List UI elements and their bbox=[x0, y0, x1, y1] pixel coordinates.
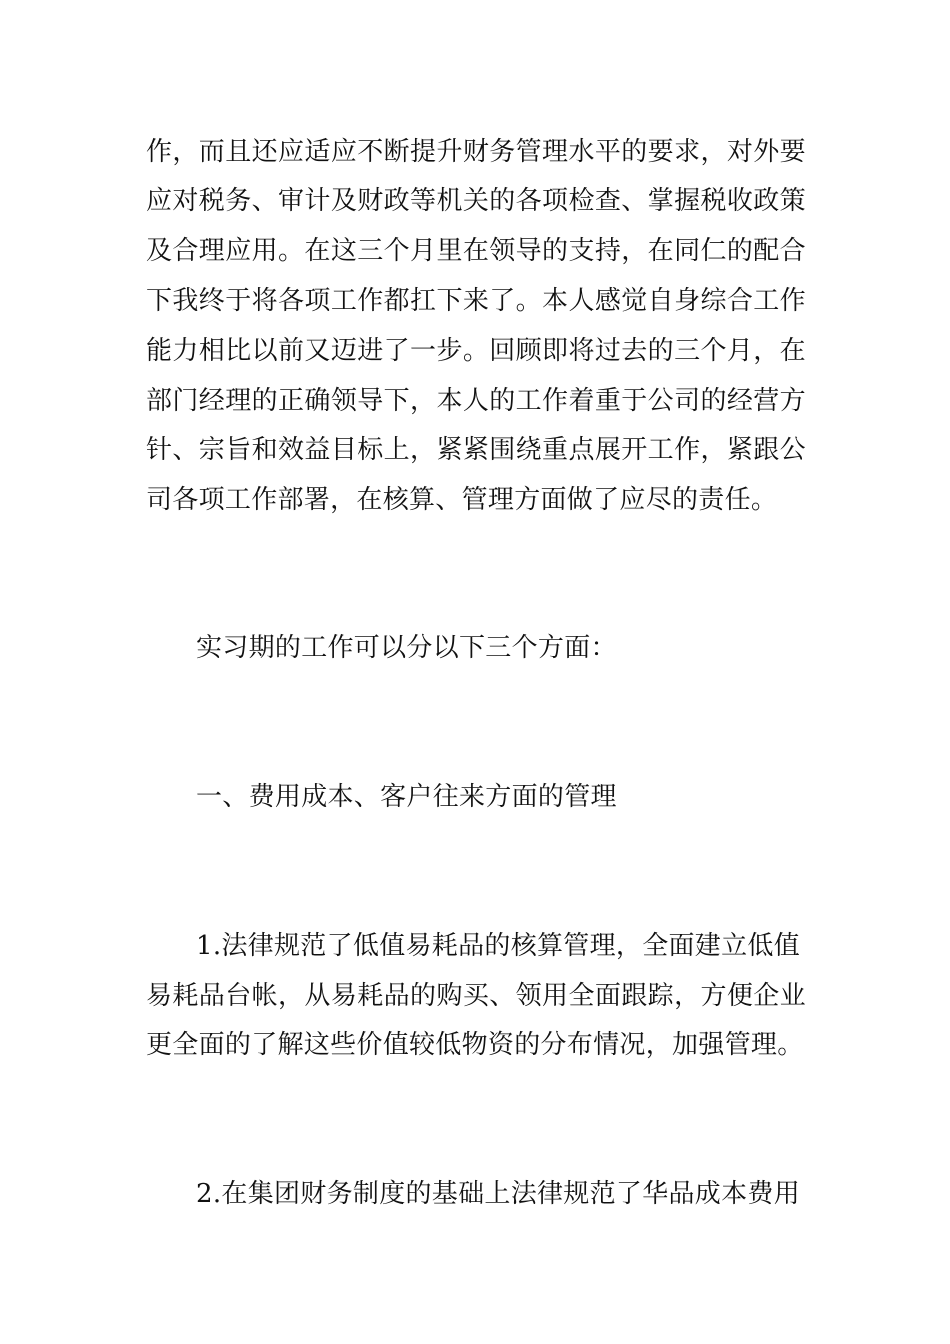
section-heading: 一、费用成本、客户往来方面的管理 bbox=[196, 782, 617, 812]
list-item-line: 更全面的了解这些价值较低物资的分布情况，加强管理。 bbox=[146, 1030, 804, 1060]
paragraph-line: 下我终于将各项工作都扛下来了。本人感觉自身综合工作 bbox=[146, 286, 806, 316]
list-item-line: 易耗品台帐，从易耗品的购买、领用全面跟踪，方便企业 bbox=[146, 981, 806, 1011]
paragraph-line: 能力相比以前又迈进了一步。回顾即将过去的三个月，在 bbox=[146, 336, 806, 366]
paragraph-line: 针、宗旨和效益目标上，紧紧围绕重点展开工作，紧跟公 bbox=[146, 435, 806, 465]
paragraph-line: 作，而且还应适应不断提升财务管理水平的要求，对外要 bbox=[146, 137, 806, 167]
paragraph-line: 部门经理的正确领导下，本人的工作着重于公司的经营方 bbox=[146, 386, 806, 416]
paragraph-line: 及合理应用。在这三个月里在领导的支持，在同仁的配合 bbox=[146, 236, 806, 266]
paragraph-line: 应对税务、审计及财政等机关的各项检查、掌握税收政策 bbox=[146, 186, 806, 216]
list-item-line: 2.在集团财务制度的基础上法律规范了华品成本费用 bbox=[196, 1179, 801, 1209]
paragraph-line: 司各项工作部署，在核算、管理方面做了应尽的责任。 bbox=[146, 485, 778, 515]
paragraph-intro: 实习期的工作可以分以下三个方面： bbox=[196, 633, 617, 663]
list-item-line: 1.法律规范了低值易耗品的核算管理，全面建立低值 bbox=[196, 931, 801, 961]
